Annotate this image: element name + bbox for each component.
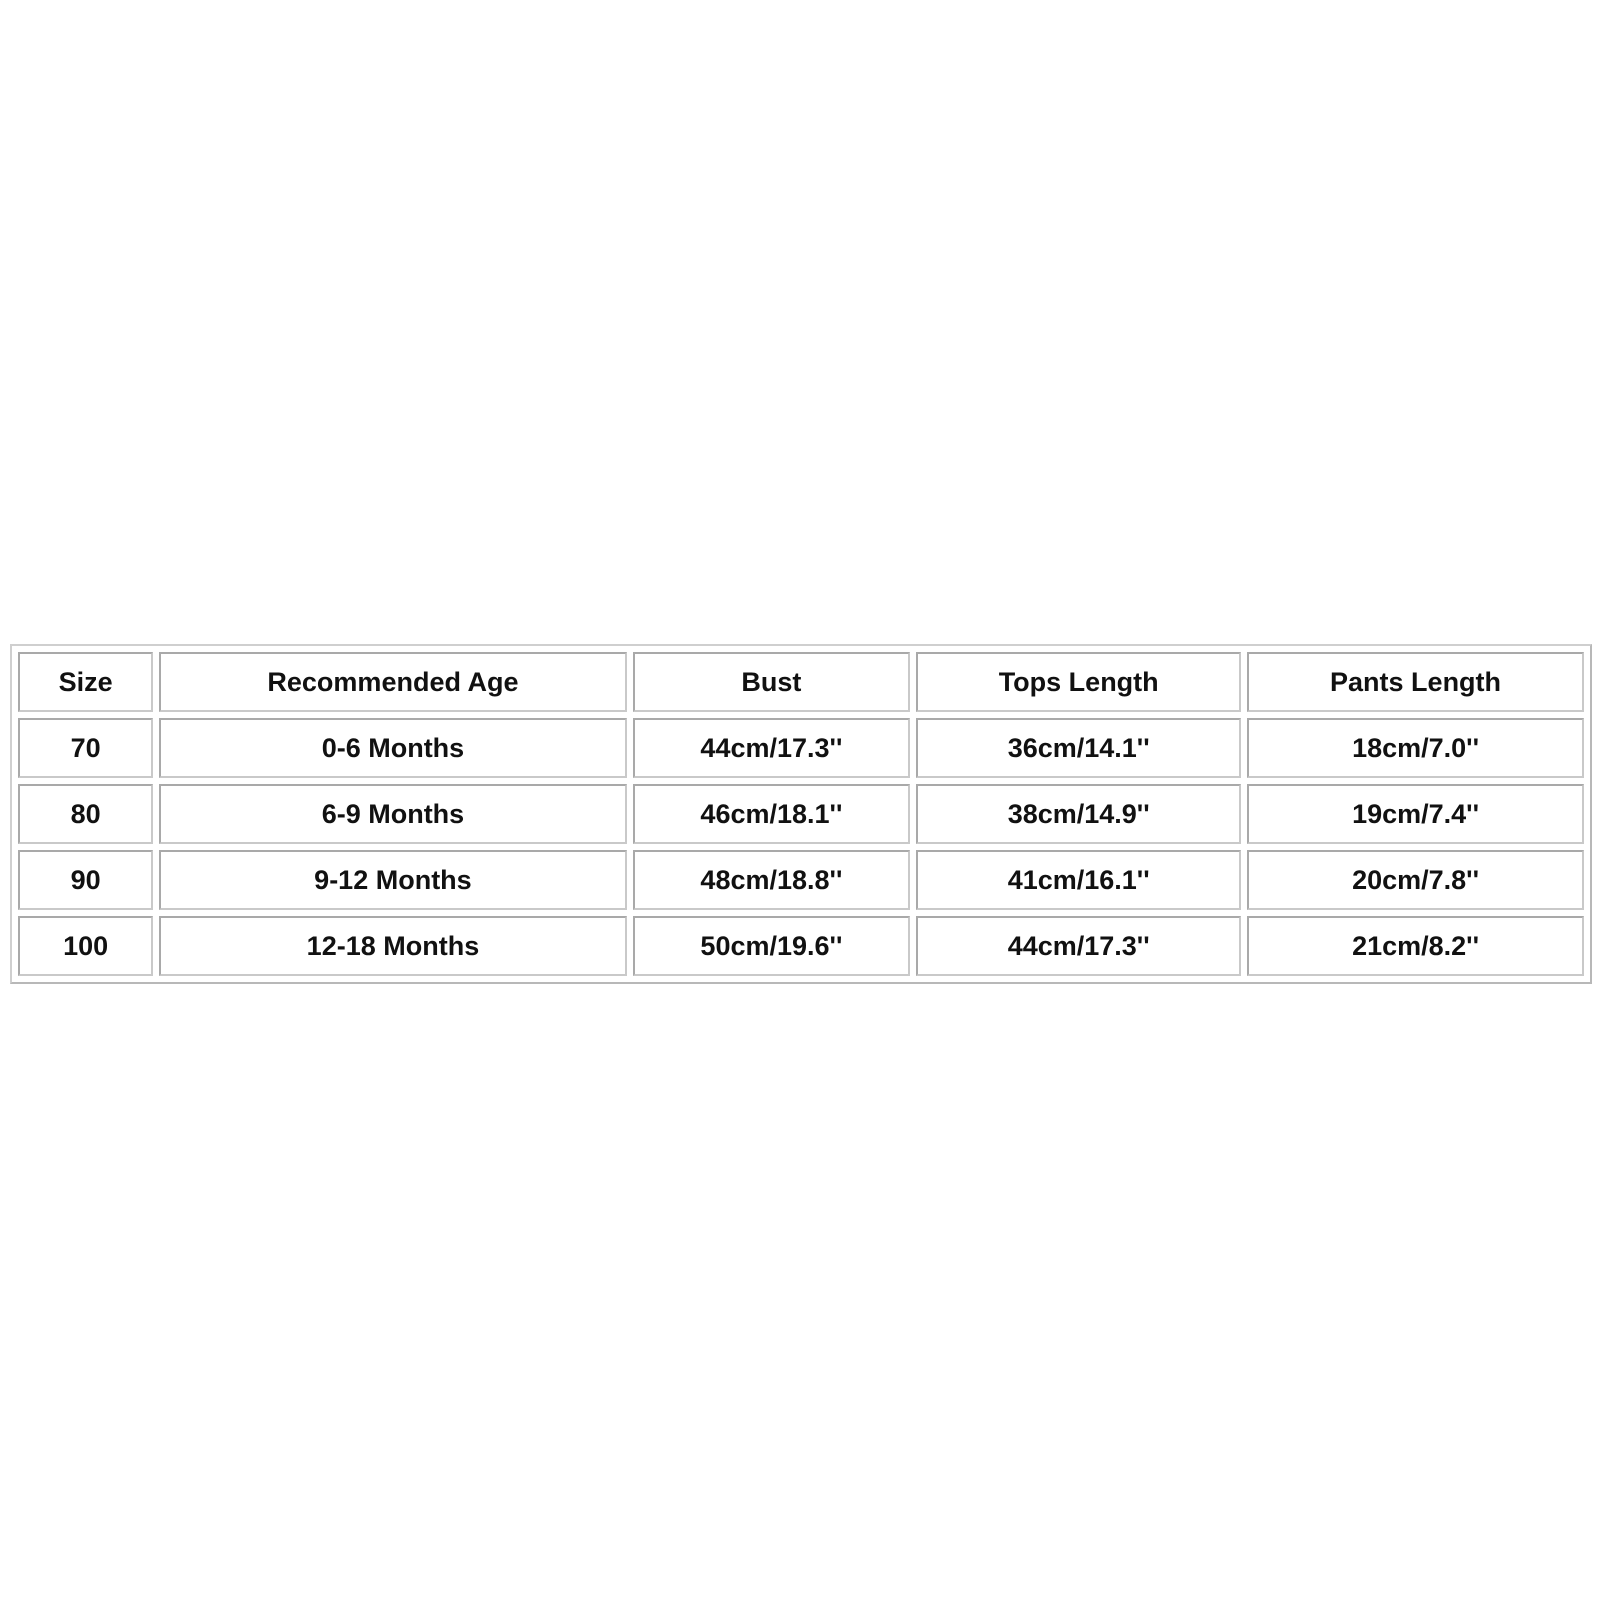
cell-pants-length: 19cm/7.4'' (1247, 784, 1584, 844)
size-chart-container (10, 644, 1592, 984)
header-recommended-age: Recommended Age (159, 652, 626, 712)
table-row (18, 718, 1584, 778)
table-row (18, 850, 1584, 910)
cell-tops-length: 36cm/14.1'' (916, 718, 1241, 778)
size-chart-table (10, 644, 1592, 984)
table-header-row (18, 652, 1584, 712)
header-tops-length: Tops Length (916, 652, 1241, 712)
cell-bust: 50cm/19.6'' (633, 916, 911, 976)
header-pants-length: Pants Length (1247, 652, 1584, 712)
table-row (18, 784, 1584, 844)
cell-pants-length: 18cm/7.0'' (1247, 718, 1584, 778)
cell-recommended-age: 9-12 Months (159, 850, 626, 910)
cell-size: 90 (18, 850, 153, 910)
cell-bust: 44cm/17.3'' (633, 718, 911, 778)
cell-tops-length: 38cm/14.9'' (916, 784, 1241, 844)
cell-recommended-age: 6-9 Months (159, 784, 626, 844)
cell-size: 80 (18, 784, 153, 844)
cell-tops-length: 41cm/16.1'' (916, 850, 1241, 910)
table-row (18, 916, 1584, 976)
cell-bust: 46cm/18.1'' (633, 784, 911, 844)
cell-tops-length: 44cm/17.3'' (916, 916, 1241, 976)
cell-bust: 48cm/18.8'' (633, 850, 911, 910)
header-size: Size (18, 652, 153, 712)
cell-pants-length: 21cm/8.2'' (1247, 916, 1584, 976)
cell-size: 100 (18, 916, 153, 976)
header-bust: Bust (633, 652, 911, 712)
cell-pants-length: 20cm/7.8'' (1247, 850, 1584, 910)
cell-recommended-age: 0-6 Months (159, 718, 626, 778)
cell-size: 70 (18, 718, 153, 778)
cell-recommended-age: 12-18 Months (159, 916, 626, 976)
